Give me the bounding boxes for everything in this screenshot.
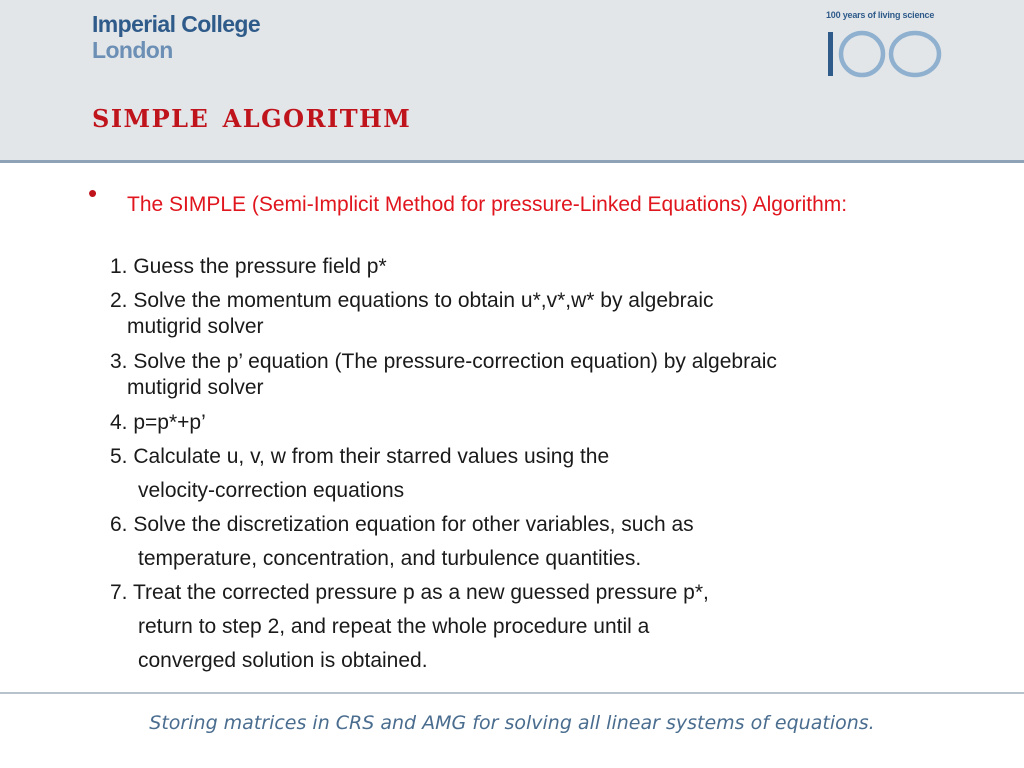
- step-5-line-1: 5. Calculate u, v, w from their starred values using the: [110, 445, 610, 468]
- step-5-line-2: velocity-correction equations: [138, 479, 405, 502]
- step-4: [110, 410, 970, 436]
- step-2-line-2: mutigrid solver: [127, 315, 264, 338]
- bullet-icon: •: [88, 178, 98, 208]
- step-7-line-3: converged solution is obtained.: [138, 649, 428, 672]
- step-5: [110, 444, 970, 504]
- imperial-college-logo: [92, 11, 260, 63]
- step-3: [110, 349, 970, 401]
- step-7-line-2: return to step 2, and repeat the whole procedure until a: [138, 615, 650, 638]
- step-6-line-1: 6. Solve the discretization equation for other variables, such as: [110, 513, 694, 536]
- step-7-line-1: 7. Treat the corrected pressure p as a new guessed pressure p*,: [110, 581, 709, 604]
- step-6: [110, 512, 970, 572]
- centenary-tagline: 100 years of living science: [826, 10, 935, 20]
- logo-line-2: London: [92, 37, 173, 63]
- step-2-line-1: 2. Solve the momentum equations to obtain u*,v*,w* by algebraic: [110, 289, 714, 312]
- step-2: [110, 288, 970, 340]
- step-1-line-1: 1. Guess the pressure field p*: [110, 255, 387, 278]
- footer-divider: [0, 692, 1024, 694]
- centenary-logo: [826, 10, 946, 82]
- slide-header: [0, 0, 1024, 163]
- step-1: [110, 254, 970, 280]
- logo-line-1: Imperial College: [92, 11, 261, 37]
- step-7: [110, 580, 970, 674]
- footer-caption: Storing matrices in CRS and AMG for solving all linear systems of equations.: [149, 712, 875, 734]
- slide-title: simple algorithm: [92, 96, 412, 136]
- step-3-line-1: 3. Solve the p’ equation (The pressure-correction equation) by algebraic: [110, 350, 777, 373]
- centenary-100-icon: [826, 24, 946, 82]
- step-3-line-2: mutigrid solver: [127, 376, 264, 399]
- intro-bullet-text: The SIMPLE (Semi-Implicit Method for pressure-Linked Equations) Algorithm:: [127, 193, 848, 216]
- step-6-line-2: temperature, concentration, and turbulence quantities.: [138, 547, 642, 570]
- step-4-line-1: 4. p=p*+p’: [110, 411, 206, 434]
